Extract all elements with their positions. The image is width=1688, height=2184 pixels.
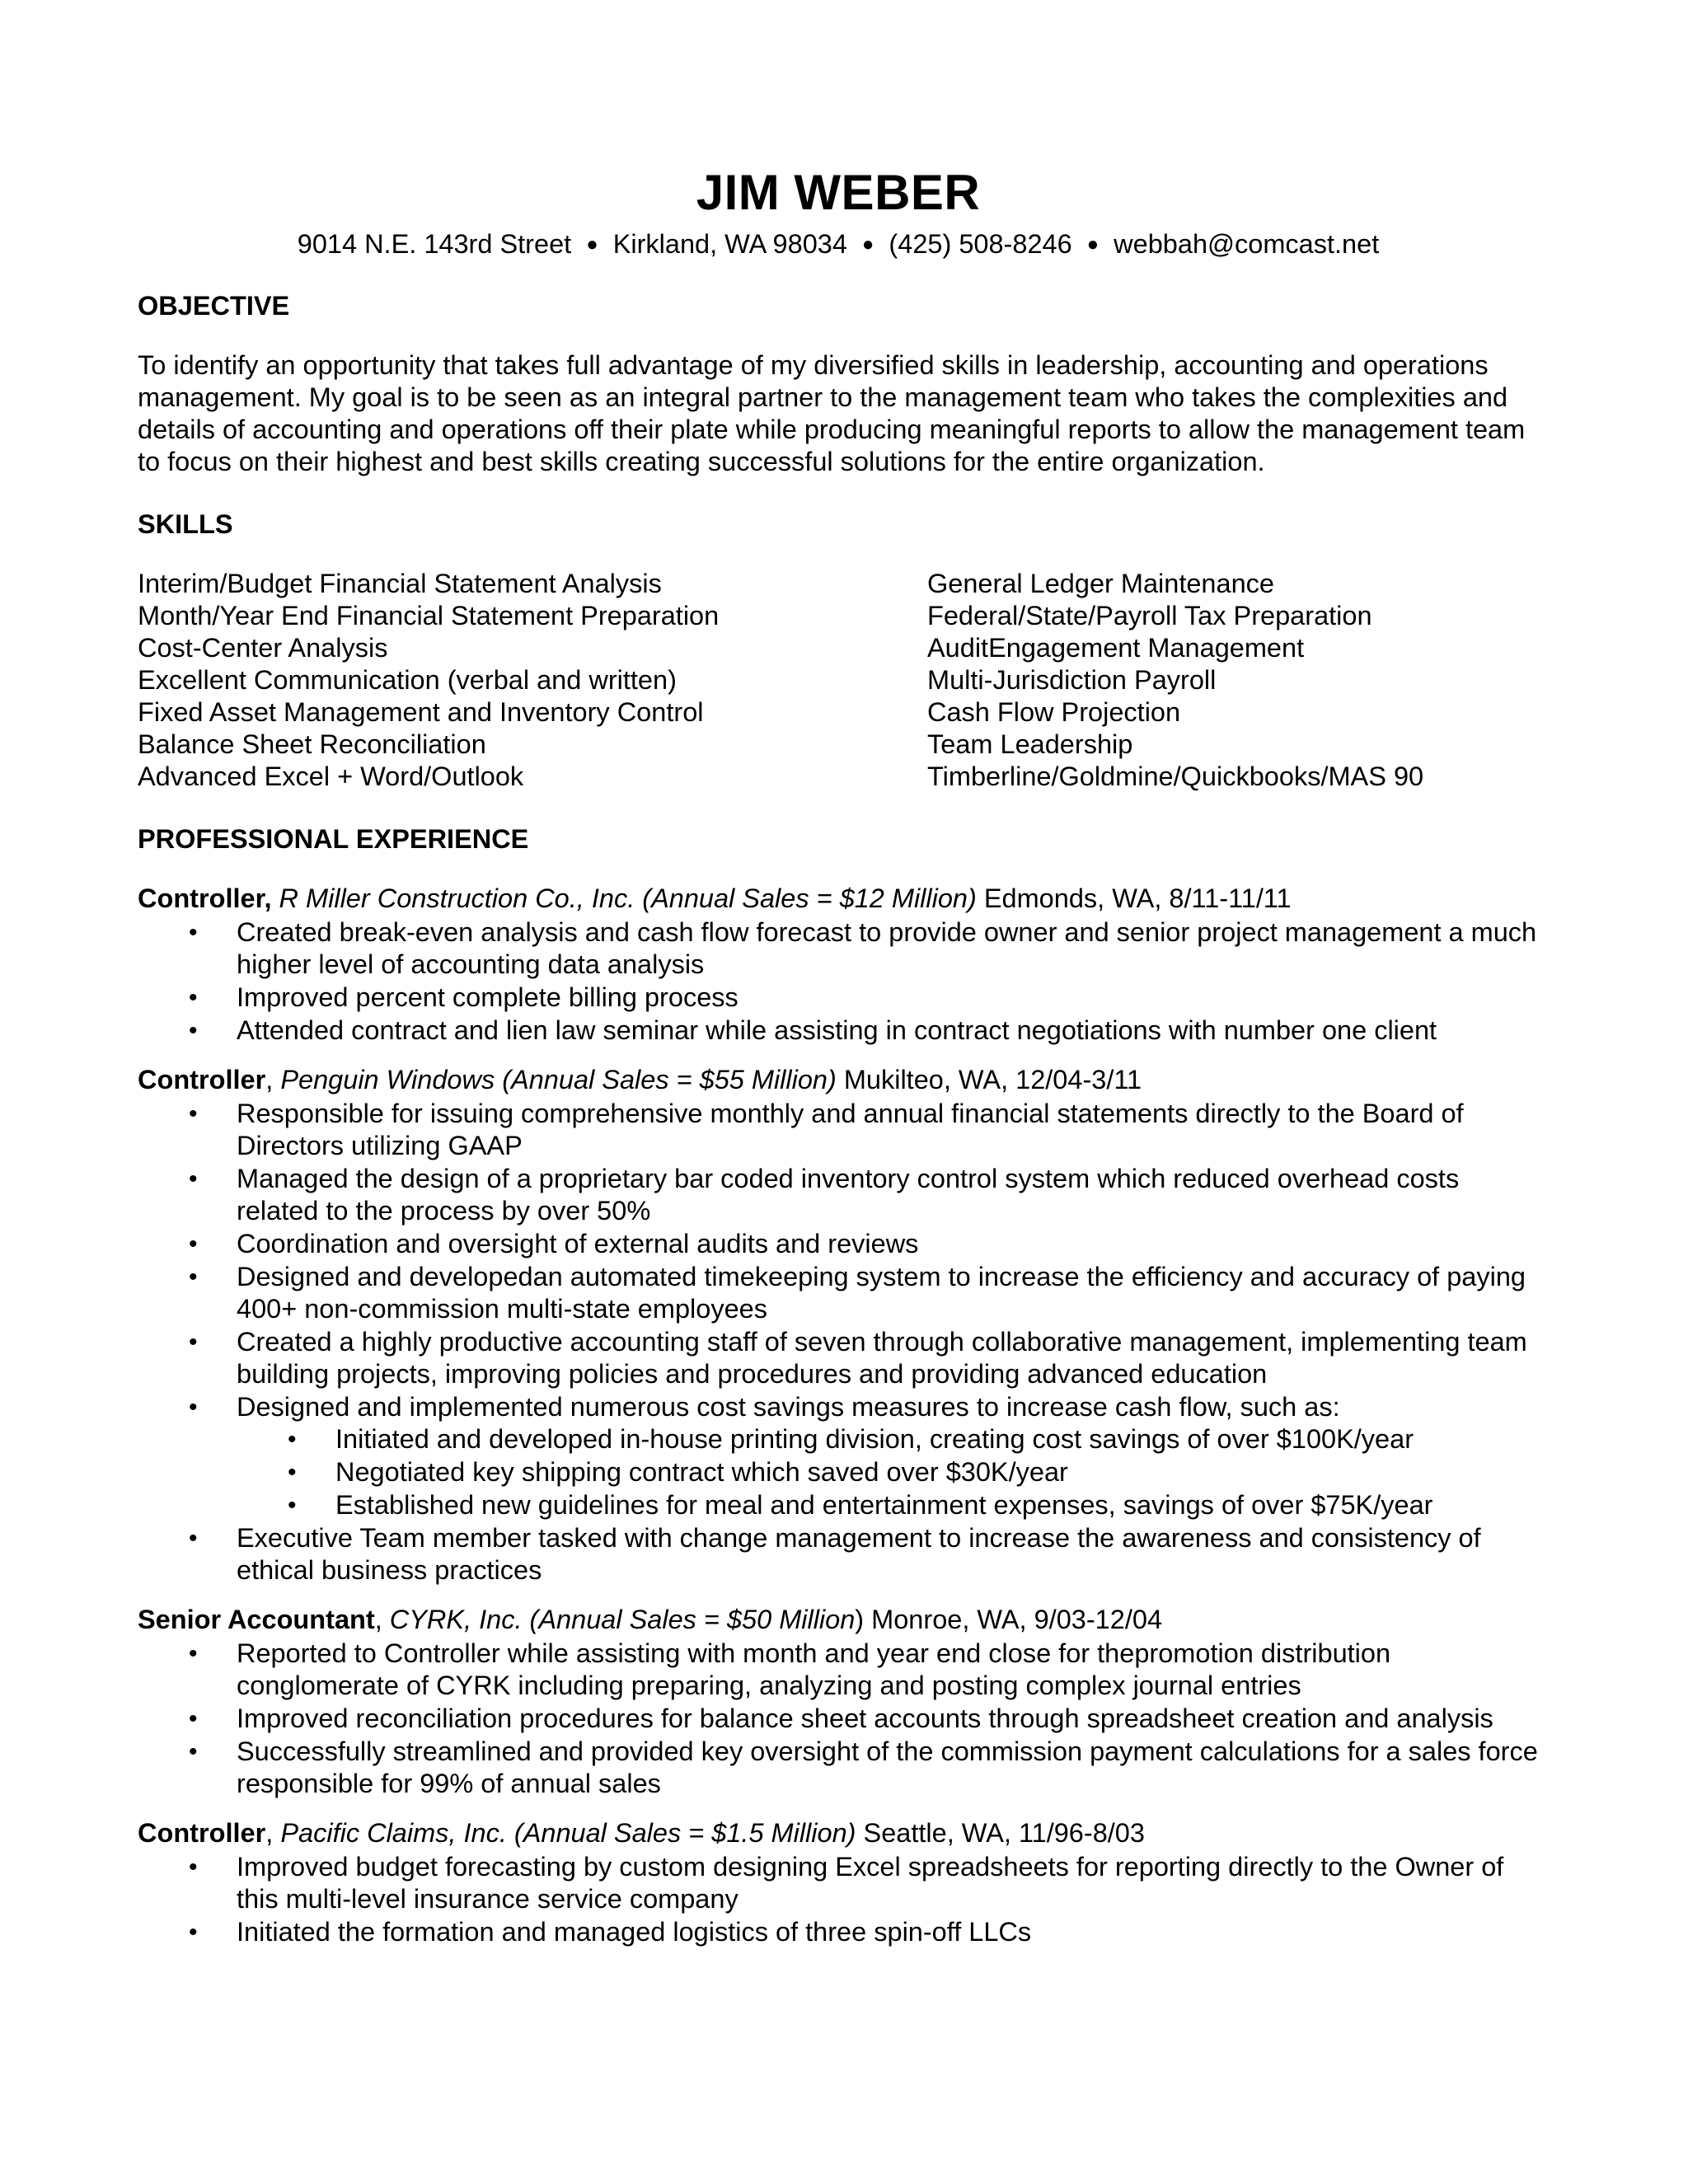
list-item: • Improved reconciliation procedures for balance sheet accounts through spreadsheet creation and analysis	[237, 1703, 1539, 1735]
list-item: • Executive Team member tasked with change management to increase the awareness and consistency of ethical business practices	[237, 1522, 1539, 1586]
list-item: • Responsible for issuing comprehensive monthly and annual financial statements directly to the Board of Directors utilizing GAAP	[237, 1098, 1539, 1162]
contact-email: webbah@comcast.net	[1114, 229, 1380, 259]
candidate-name: JIM WEBER	[696, 165, 981, 220]
sub-bullets	[237, 1423, 1539, 1521]
job-header	[138, 1817, 1539, 1849]
skill-item: Excellent Communication (verbal and written)	[138, 665, 677, 695]
bullet-separator: ●	[1086, 233, 1100, 255]
job-bullets	[138, 1098, 1539, 1586]
skill-item: Team Leadership	[927, 729, 1133, 759]
objective-heading: OBJECTIVE	[138, 291, 290, 321]
job-location-dates: Edmonds, WA, 8/11-11/11	[976, 883, 1292, 913]
list-item-text: Designed and implemented numerous cost savings measures to increase cash flow, such as:	[237, 1392, 1340, 1422]
skills-heading: SKILLS	[138, 509, 233, 539]
job-header	[138, 883, 1539, 915]
bullet-separator: ●	[861, 233, 874, 255]
job-role: Controller,	[138, 883, 272, 913]
skill-item: Timberline/Goldmine/Quickbooks/MAS 90	[927, 762, 1424, 791]
job-entry	[138, 1064, 1539, 1586]
list-item: • Created a highly productive accounting staff of seven through collaborative management, implementing team building projects, improving policies and procedures and providing advanced education	[237, 1326, 1539, 1390]
skills-grid	[138, 568, 1539, 793]
skill-item: Month/Year End Financial Statement Preparation	[138, 601, 720, 630]
skill-item: Interim/Budget Financial Statement Analysis	[138, 569, 662, 598]
job-comma: ,	[265, 1818, 281, 1848]
experience-heading: PROFESSIONAL EXPERIENCE	[138, 824, 529, 854]
job-comma: ,	[265, 1065, 281, 1094]
job-company: Pacific Claims, Inc. (Annual Sales = $1.5 Million)	[280, 1818, 856, 1848]
sub-list-item: • Negotiated key shipping contract which saved over $30K/year	[335, 1456, 1539, 1488]
job-bullets	[138, 1851, 1539, 1948]
job-company: Penguin Windows (Annual Sales = $55 Million)	[280, 1065, 837, 1094]
job-location-dates: Mukilteo, WA, 12/04-3/11	[836, 1065, 1142, 1094]
contact-line	[138, 227, 1539, 261]
job-location-dates: ) Monroe, WA, 9/03-12/04	[855, 1605, 1163, 1634]
sub-list-item: • Established new guidelines for meal and entertainment expenses, savings of over $75K/year	[335, 1489, 1539, 1521]
skill-item: Balance Sheet Reconciliation	[138, 729, 486, 759]
job-entry	[138, 1817, 1539, 1948]
skill-item: AuditEngagement Management	[927, 633, 1305, 663]
job-entry	[138, 883, 1539, 1047]
sub-list-item: • Initiated and developed in-house printing division, creating cost savings of over $100K/year	[335, 1423, 1539, 1455]
job-header	[138, 1604, 1539, 1636]
job-company: CYRK, Inc. (Annual Sales = $50 Million	[389, 1605, 856, 1634]
list-item: • Successfully streamlined and provided key oversight of the commission payment calculations for a sales force responsible for 99% of annual sales	[237, 1736, 1539, 1800]
job-company: R Miller Construction Co., Inc. (Annual Sales = $12 Million)	[271, 883, 977, 913]
job-header	[138, 1064, 1539, 1096]
list-item	[237, 1391, 1539, 1521]
job-role: Controller	[138, 1818, 266, 1848]
skill-item: General Ledger Maintenance	[927, 569, 1274, 598]
list-item: • Created break-even analysis and cash flow forecast to provide owner and senior project management a much higher level of accounting data analysis	[237, 916, 1539, 981]
contact-city: Kirkland, WA 98034	[612, 229, 847, 259]
contact-address: 9014 N.E. 143rd Street	[297, 229, 572, 259]
contact-phone: (425) 508-8246	[889, 229, 1072, 259]
list-item: • Attended contract and lien law seminar while assisting in contract negotiations with number one client	[237, 1015, 1539, 1047]
list-item: • Reported to Controller while assisting with month and year end close for thepromotion distribution conglomerate of CYRK including preparing, analyzing and posting complex journal entries	[237, 1638, 1539, 1702]
list-item: • Improved percent complete billing process	[237, 982, 1539, 1014]
skill-item: Fixed Asset Management and Inventory Control	[138, 697, 704, 727]
skill-item: Federal/State/Payroll Tax Preparation	[927, 601, 1372, 630]
list-item: • Managed the design of a proprietary bar coded inventory control system which reduced overhead costs related to the process by over 50%	[237, 1163, 1539, 1227]
list-item: • Initiated the formation and managed logistics of three spin-off LLCs	[237, 1916, 1539, 1948]
list-item: • Coordination and oversight of external audits and reviews	[237, 1228, 1539, 1260]
bullet-separator: ●	[586, 233, 598, 255]
skill-item: Multi-Jurisdiction Payroll	[927, 665, 1217, 695]
skill-item: Cost-Center Analysis	[138, 633, 388, 663]
objective-text: To identify an opportunity that takes full advantage of my diversified skills in leadership, accounting and operations management. My goal is to be seen as an integral partner to the management team who takes the complexities and details of accounting and operations off their plate while producing meaningful reports to allow the management team to focus on their highest and best skills creating successful solutions for the entire organization.	[138, 350, 1526, 476]
job-entry	[138, 1604, 1539, 1800]
resume-page	[138, 165, 1539, 1949]
job-role: Controller	[138, 1065, 266, 1094]
skill-item: Cash Flow Projection	[927, 697, 1181, 727]
list-item: • Designed and developedan automated timekeeping system to increase the efficiency and accuracy of paying 400+ non-commission multi-state employees	[237, 1261, 1539, 1325]
job-bullets	[138, 1638, 1539, 1800]
job-role: Senior Accountant	[138, 1605, 375, 1634]
skill-item: Advanced Excel + Word/Outlook	[138, 762, 524, 791]
job-location-dates: Seattle, WA, 11/96-8/03	[856, 1818, 1145, 1848]
list-item: • Improved budget forecasting by custom designing Excel spreadsheets for reporting directly to the Owner of this multi-level insurance service company	[237, 1851, 1539, 1915]
job-bullets	[138, 916, 1539, 1047]
job-comma: ,	[374, 1605, 390, 1634]
